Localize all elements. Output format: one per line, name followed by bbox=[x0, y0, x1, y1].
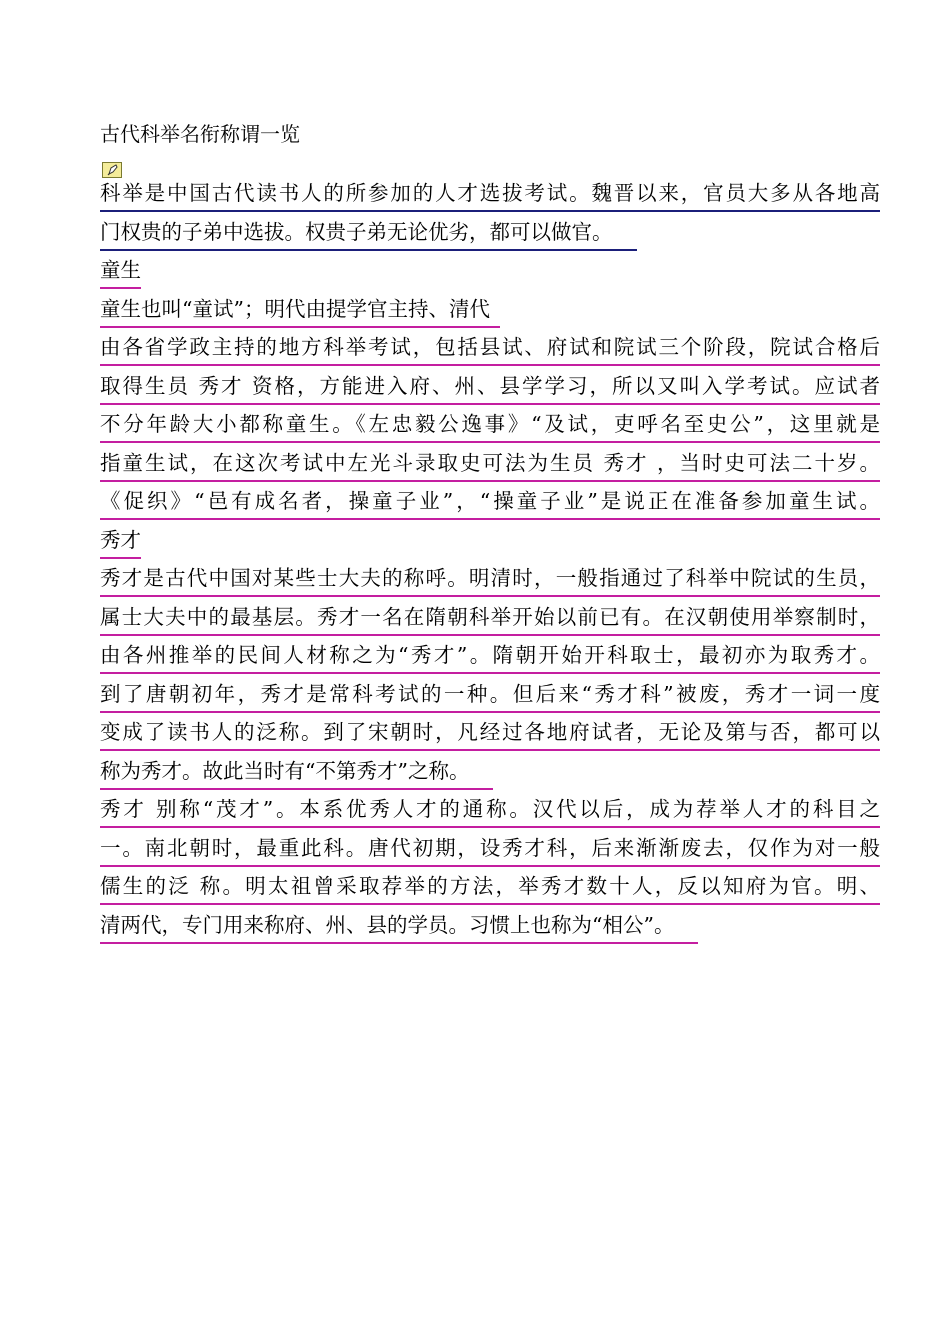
text-line: 不分年龄大小都称童生。《左忠毅公逸事》“及试，吏呼名至史公”，这里就是 bbox=[100, 409, 880, 448]
text-line: 取得生员 秀才 资格，方能进入府、州、县学学习，所以又叫入学考试。应试者 bbox=[100, 371, 880, 410]
text-line: 称为秀才。故此当时有“不第秀才”之称。 bbox=[100, 756, 880, 795]
text-line: 童生也叫“童试”；明代由提学官主持、清代 bbox=[100, 294, 880, 333]
text-line: 由各省学政主持的地方科举考试，包括县试、府试和院试三个阶段，院试合格后 bbox=[100, 332, 880, 371]
section-heading: 秀才 bbox=[100, 525, 880, 564]
document-title: 古代科举名衔称谓一览 bbox=[100, 122, 300, 146]
text-line: 儒生的泛 称。明太祖曾采取荐举的方法，举秀才数十人，反以知府为官。明、 bbox=[100, 871, 880, 910]
text-line: 秀才是古代中国对某些士大夫的称呼。明清时，一般指通过了科举中院试的生员， bbox=[100, 563, 880, 602]
text-line: 一。南北朝时，最重此科。唐代初期，设秀才科，后来渐渐废去，仅作为对一般 bbox=[100, 833, 880, 872]
text-line: 《促织》“邑有成名者，操童子业”，“操童子业”是说正在准备参加童生试。 bbox=[100, 486, 880, 525]
intro-line: 门权贵的子弟中选拔。权贵子弟无论优劣，都可以做官。 bbox=[100, 217, 880, 256]
text-line: 清两代，专门用来称府、州、县的学员。习惯上也称为“相公”。 bbox=[100, 910, 880, 949]
section-heading: 童生 bbox=[100, 255, 880, 294]
text-line: 秀才 别称“茂才”。本系优秀人才的通称。汉代以后，成为荐举人才的科目之 bbox=[100, 794, 880, 833]
text-line: 到了唐朝初年，秀才是常科考试的一种。但后来“秀才科”被废，秀才一词一度 bbox=[100, 679, 880, 718]
text-line: 变成了读书人的泛称。到了宋朝时，凡经过各地府试者，无论及第与否，都可以 bbox=[100, 717, 880, 756]
text-line: 指童生试，在这次考试中左光斗录取史可法为生员 秀才 ，当时史可法二十岁。 bbox=[100, 448, 880, 487]
intro-line: 科举是中国古代读书人的所参加的人才选拔考试。魏晋以来，官员大多从各地高 bbox=[100, 178, 880, 217]
text-line: 属士大夫中的最基层。秀才一名在隋朝科举开始以前已有。在汉朝使用举察制时， bbox=[100, 602, 880, 641]
comment-note-icon[interactable] bbox=[102, 162, 122, 178]
text-line: 由各州推举的民间人材称之为“秀才”。隋朝开始开科取士，最初亦为取秀才。 bbox=[100, 640, 880, 679]
document-page bbox=[100, 112, 880, 948]
